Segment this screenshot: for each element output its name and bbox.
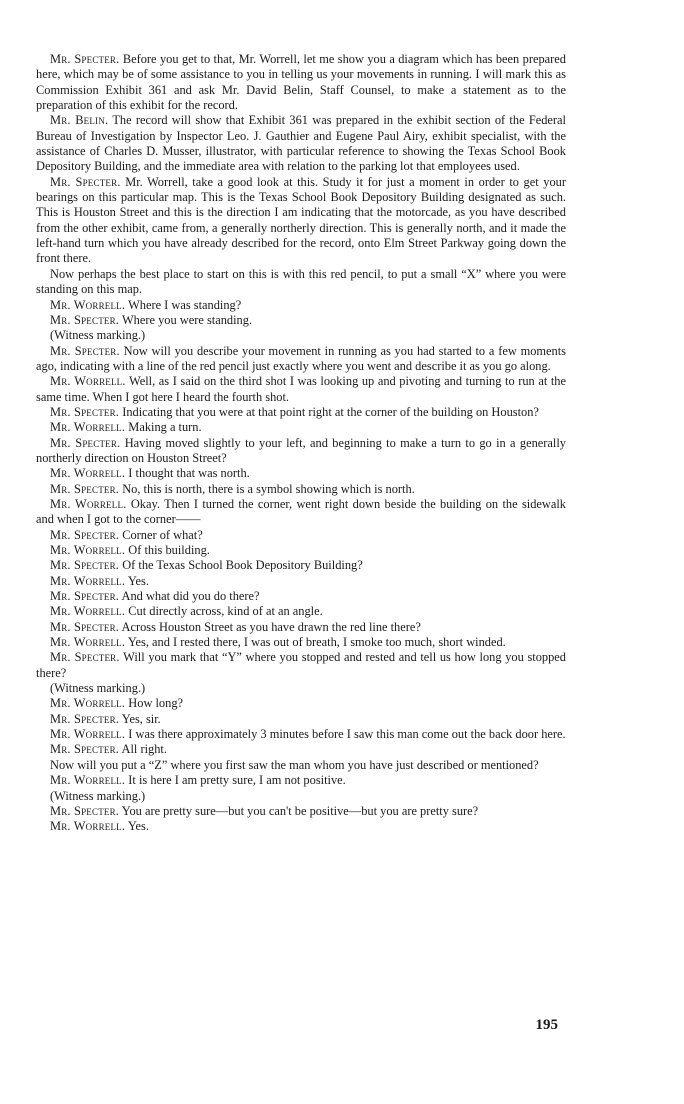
testimony-paragraph bbox=[36, 804, 566, 819]
paragraph-text: No, this is north, there is a symbol showing which is north. bbox=[122, 481, 415, 496]
testimony-paragraph bbox=[36, 405, 566, 420]
testimony-paragraph bbox=[36, 466, 566, 481]
testimony-paragraph bbox=[36, 681, 566, 696]
speaker-name: Mr. Worrell. bbox=[50, 696, 126, 711]
paragraph-text: Yes, and I rested there, I was out of breath, I smoke too much, short winded. bbox=[127, 635, 506, 650]
paragraph-text: Corner of what? bbox=[122, 527, 203, 542]
testimony-paragraph bbox=[36, 696, 566, 711]
speaker-name: Mr. Specter. bbox=[50, 619, 120, 634]
testimony-paragraph bbox=[36, 620, 566, 635]
paragraph-text: Where you were standing. bbox=[121, 312, 253, 327]
paragraph-text: Across Houston Street as you have drawn the red line there? bbox=[121, 619, 421, 634]
speaker-name: Mr. Specter. bbox=[50, 589, 120, 604]
testimony-paragraph bbox=[36, 313, 566, 328]
paragraph-text: Okay. Then I turned the corner, went right down beside the building on the sidewalk and when I got to the corner—— bbox=[36, 496, 566, 527]
speaker-name: Mr. Worrell. bbox=[50, 727, 126, 742]
speaker-name: Mr. Specter. bbox=[50, 343, 120, 358]
testimony-paragraph bbox=[36, 543, 566, 558]
testimony-paragraph bbox=[36, 589, 566, 604]
speaker-name: Mr. Worrell. bbox=[50, 420, 126, 435]
paragraph-text: Yes, sir. bbox=[121, 711, 161, 726]
paragraph-text: Now perhaps the best place to start on this is with this red pencil, to put a small “X” where you were standing on this map. bbox=[36, 266, 566, 297]
paragraph-text: (Witness marking.) bbox=[50, 681, 146, 696]
speaker-name: Mr. Specter. bbox=[50, 558, 120, 573]
paragraph-text: (Witness marking.) bbox=[50, 328, 146, 343]
testimony-paragraph bbox=[36, 773, 566, 788]
testimony-paragraph bbox=[36, 482, 566, 497]
speaker-name: Mr. Worrell. bbox=[50, 496, 127, 511]
paragraph-text: The record will show that Exhibit 361 was prepared in the exhibit section of the Federal Bureau of Investigation by Inspector Leo. J. Gauthier and Eugene Paul Airy, exhibit specialist, with the assistance of Charles D. Musser, illustrator, with particular reference to showing the Texas School Book Depository Building, and the immediate area with relation to the parking lot that employees used. bbox=[36, 113, 567, 174]
testimony-paragraph bbox=[36, 727, 566, 742]
paragraph-text: Where I was standing? bbox=[128, 297, 242, 312]
testimony-paragraph bbox=[36, 558, 566, 573]
paragraph-text: Mr. Worrell, take a good look at this. Study it for just a moment in order to get your bearings on this particular map. This is the Texas School Book Depository Building designated as such. This is Houston Street and this is the direction I am indicating that the motorcade, as you have described from the other exhibit, came from, a generally northerly direction. This is generally north, and it made the left-hand turn which you have already described for the record, onto Elm Street Parkway going down the front there. bbox=[36, 174, 566, 266]
paragraph-text: All right. bbox=[121, 742, 167, 757]
paragraph-text: Indicating that you were at that point right at the corner of the building on Houston? bbox=[122, 404, 539, 419]
speaker-name: Mr. Specter. bbox=[50, 803, 120, 818]
speaker-name: Mr. Specter. bbox=[50, 527, 120, 542]
testimony-paragraph bbox=[36, 789, 566, 804]
speaker-name: Mr. Specter. bbox=[50, 742, 120, 757]
testimony-text bbox=[36, 52, 566, 835]
testimony-paragraph bbox=[36, 420, 566, 435]
speaker-name: Mr. Specter. bbox=[50, 481, 120, 496]
paragraph-text: Making a turn. bbox=[128, 420, 202, 435]
testimony-paragraph bbox=[36, 344, 566, 375]
testimony-paragraph bbox=[36, 267, 566, 298]
testimony-paragraph bbox=[36, 528, 566, 543]
paragraph-text: And what did you do there? bbox=[121, 589, 260, 604]
testimony-paragraph bbox=[36, 712, 566, 727]
page-number: 195 bbox=[535, 1017, 558, 1033]
paragraph-text: Yes. bbox=[127, 819, 149, 834]
testimony-paragraph bbox=[36, 436, 566, 467]
paragraph-text: How long? bbox=[128, 696, 184, 711]
testimony-paragraph bbox=[36, 298, 566, 313]
paragraph-text: Of this building. bbox=[128, 543, 210, 557]
paragraph-text: Now will you describe your movement in running as you had started to a few moments ago, indicating with a line of the red pencil just exactly where you went and describe it as you go along. bbox=[36, 343, 566, 373]
testimony-paragraph bbox=[36, 635, 566, 650]
speaker-name: Mr. Specter. bbox=[50, 312, 120, 327]
speaker-name: Mr. Specter. bbox=[50, 404, 120, 419]
paragraph-text: Having moved slightly to your left, and beginning to make a turn to go in a generally northerly direction on Houston Street? bbox=[36, 435, 566, 465]
paragraph-text: Well, as I said on the third shot I was looking up and pivoting and turning to run at the same time. When I got here I heard the fourth shot. bbox=[36, 374, 566, 404]
testimony-paragraph bbox=[36, 113, 566, 174]
speaker-name: Mr. Worrell. bbox=[50, 604, 126, 619]
testimony-paragraph bbox=[36, 574, 566, 589]
paragraph-text: I thought that was north. bbox=[128, 466, 250, 481]
testimony-paragraph bbox=[36, 604, 566, 619]
paragraph-text: Will you mark that “Y” where you stopped and rested and tell us how long you stopped there? bbox=[36, 650, 567, 680]
speaker-name: Mr. Worrell. bbox=[50, 773, 126, 788]
paragraph-text: I was there approximately 3 minutes before I saw this man come out the back door here. bbox=[128, 727, 566, 742]
paragraph-text: Before you get to that, Mr. Worrell, let me show you a diagram which has been prepared here, which may be of some assistance to you in telling us your movements in running. I will mark this as Commission Exhibit 361 and ask Mr. David Belin, Staff Counsel, to make a statement as to the preparation of this exhibit for the record. bbox=[36, 52, 566, 113]
paragraph-text: Now will you put a “Z” where you first saw the man whom you have just described or mentioned? bbox=[50, 757, 539, 772]
speaker-name: Mr. Worrell. bbox=[50, 543, 126, 557]
testimony-paragraph bbox=[36, 742, 566, 757]
testimony-paragraph bbox=[36, 328, 566, 343]
speaker-name: Mr. Worrell. bbox=[50, 819, 126, 834]
speaker-name: Mr. Worrell. bbox=[50, 635, 126, 650]
paragraph-text: Of the Texas School Book Depository Building? bbox=[122, 558, 363, 573]
speaker-name: Mr. Belin. bbox=[50, 113, 109, 128]
testimony-paragraph bbox=[36, 374, 566, 405]
paragraph-text: Yes. bbox=[127, 573, 149, 588]
speaker-name: Mr. Worrell. bbox=[50, 374, 126, 389]
testimony-paragraph bbox=[36, 758, 566, 773]
speaker-name: Mr. Specter. bbox=[50, 435, 121, 450]
speaker-name: Mr. Specter. bbox=[50, 711, 120, 726]
speaker-name: Mr. Specter. bbox=[50, 650, 120, 665]
paragraph-text: Cut directly across, kind of at an angle. bbox=[128, 604, 323, 619]
testimony-paragraph bbox=[36, 650, 566, 681]
speaker-name: Mr. Specter. bbox=[50, 174, 121, 189]
paragraph-text: It is here I am pretty sure, I am not positive. bbox=[128, 773, 346, 788]
paragraph-text: You are pretty sure—but you can't be positive—but you are pretty sure? bbox=[121, 803, 479, 818]
speaker-name: Mr. Worrell. bbox=[50, 297, 126, 312]
speaker-name: Mr. Worrell. bbox=[50, 573, 126, 588]
testimony-paragraph bbox=[36, 497, 566, 528]
speaker-name: Mr. Specter. bbox=[50, 52, 120, 66]
testimony-paragraph bbox=[36, 52, 566, 113]
testimony-paragraph bbox=[36, 175, 566, 267]
testimony-paragraph bbox=[36, 819, 566, 834]
paragraph-text: (Witness marking.) bbox=[50, 788, 146, 803]
speaker-name: Mr. Worrell. bbox=[50, 466, 126, 481]
